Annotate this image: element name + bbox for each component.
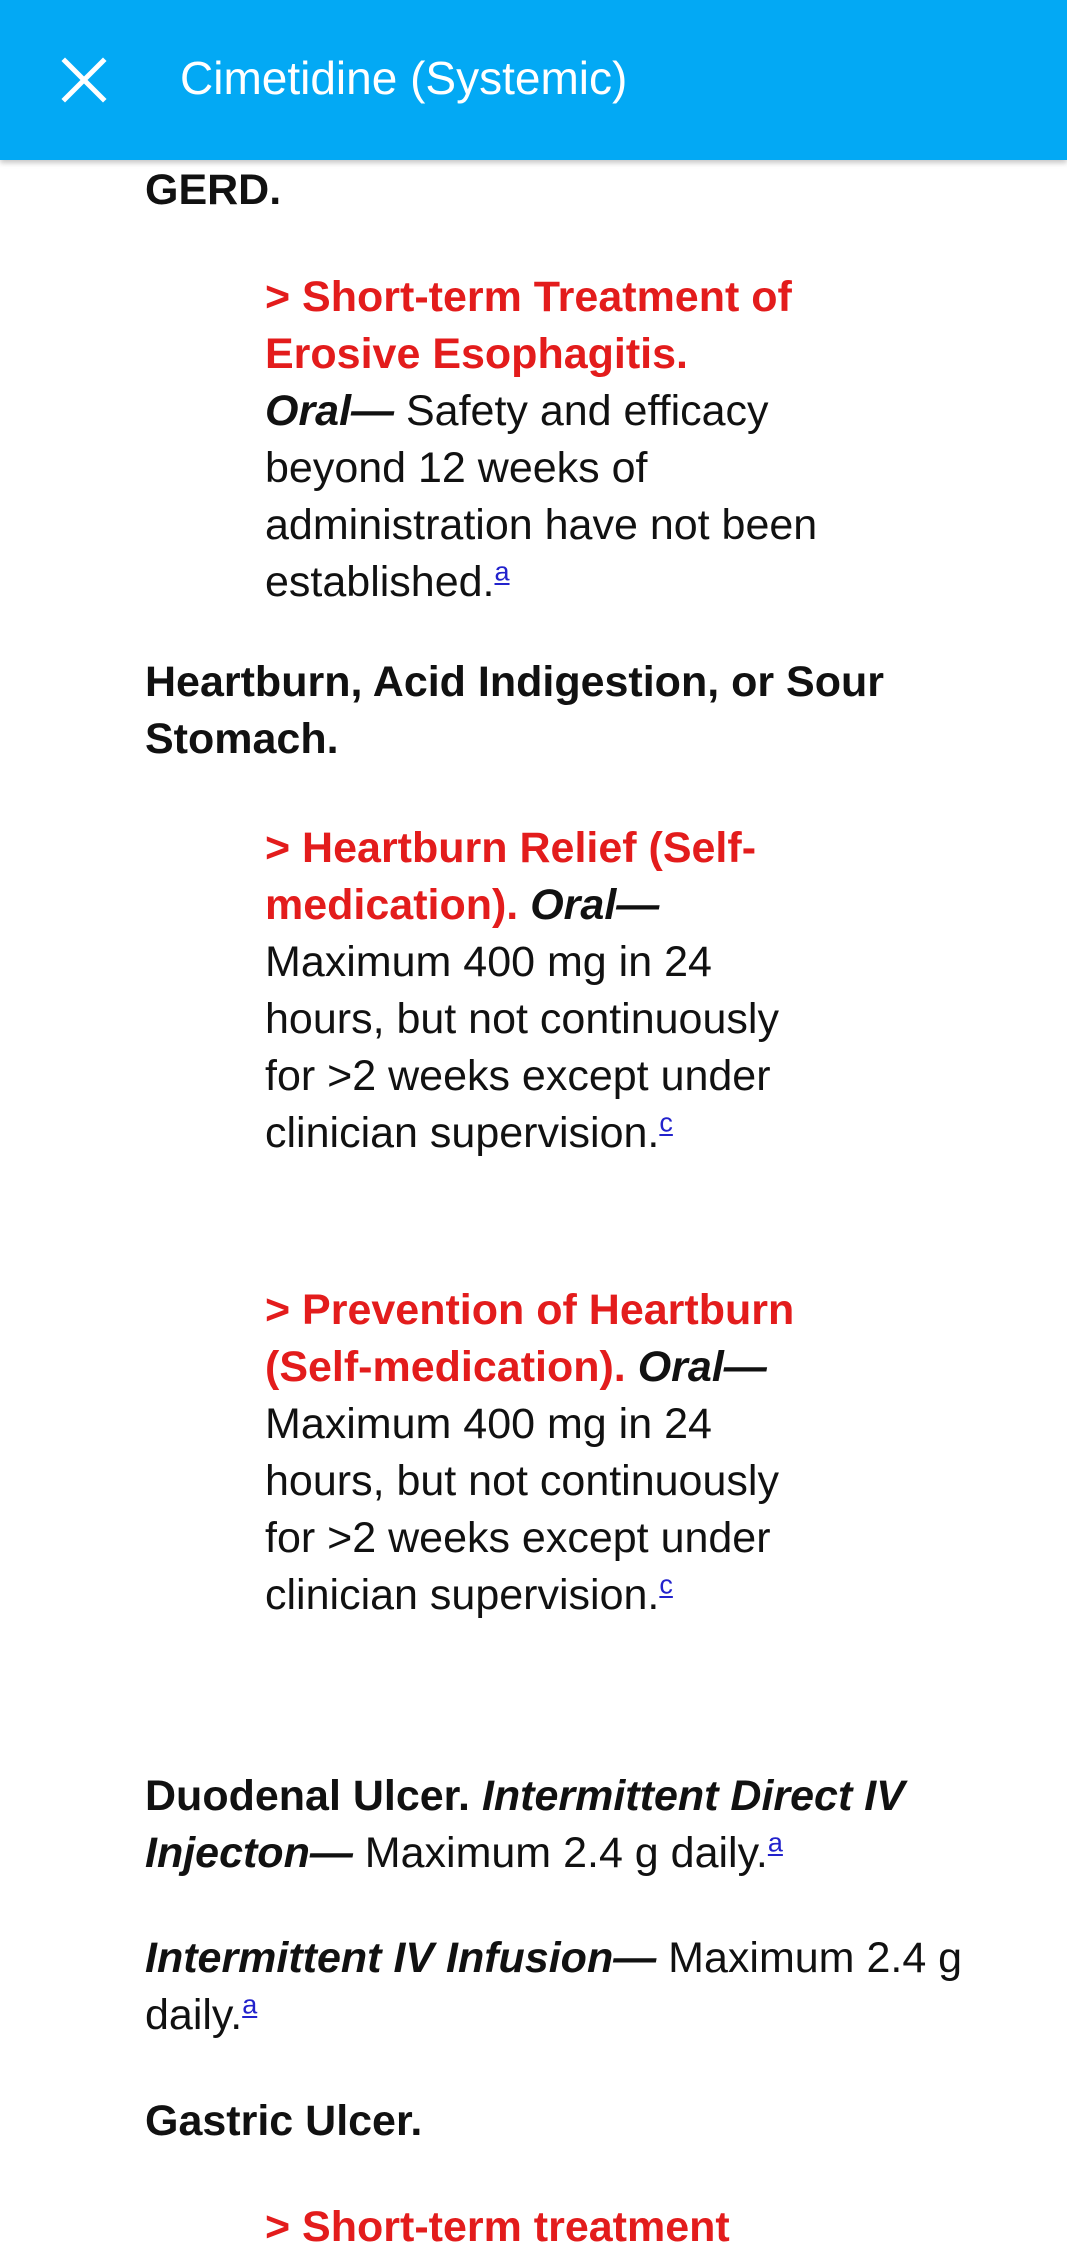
section-heading-heartburn: Heartburn, Acid Indigestion, or Sour Stomach. bbox=[145, 658, 884, 763]
dosage-item-heartburn-relief bbox=[265, 820, 825, 1162]
dosage-text: Safety and efficacy beyond 12 weeks of administration have not been established. bbox=[265, 387, 818, 606]
indication-label: > Prevention of Heartburn (Self-medication). bbox=[265, 1286, 795, 1391]
route-label: Intermittent IV Infusion— bbox=[145, 1934, 657, 1982]
dosage-text: Maximum 400 mg in 24 hours, but not continuously for >2 weeks except under clinician supervision. bbox=[265, 1400, 779, 1619]
route-label: Oral— bbox=[637, 1343, 767, 1391]
dosage-text: Maximum 2.4 g daily. bbox=[145, 1934, 963, 2039]
dosage-item-iv-infusion bbox=[145, 1930, 965, 2044]
dosage-item-erosive-esophagitis bbox=[265, 269, 825, 611]
dosage-item-duodenal-ulcer bbox=[145, 1768, 965, 1882]
section-heading-duodenal: Duodenal Ulcer. bbox=[145, 1772, 470, 1820]
close-button[interactable] bbox=[40, 36, 128, 124]
route-label: Oral— bbox=[265, 387, 395, 435]
indication-label: > Short-term treatment bbox=[265, 2203, 730, 2248]
monograph-content[interactable] bbox=[0, 160, 1067, 2248]
dosage-text: Maximum 400 mg in 24 hours, but not continuously for >2 weeks except under clinician supervision. bbox=[265, 938, 779, 1157]
indication-label: > Short-term Treatment of Erosive Esophagitis. bbox=[265, 273, 792, 378]
reference-link[interactable]: a bbox=[494, 556, 510, 587]
route-label: Intermittent Direct IV Injecton— bbox=[145, 1772, 905, 1877]
section-heading-gerd: GERD. bbox=[145, 166, 282, 214]
app-bar bbox=[0, 0, 1067, 160]
page-title: Cimetidine (Systemic) bbox=[180, 52, 628, 104]
reference-link[interactable]: a bbox=[767, 1827, 783, 1858]
close-icon bbox=[61, 57, 107, 103]
dosage-item-gastric-short-term bbox=[265, 2199, 825, 2248]
reference-link[interactable]: a bbox=[242, 1989, 258, 2020]
reference-link[interactable]: c bbox=[659, 1569, 673, 1600]
route-label: Oral— bbox=[530, 881, 660, 929]
reference-link[interactable]: c bbox=[659, 1107, 673, 1138]
section-heading-gastric: Gastric Ulcer. bbox=[145, 2097, 423, 2145]
indication-label: > Heartburn Relief (Self-medication). bbox=[265, 824, 757, 929]
dosage-text: Maximum 2.4 g daily. bbox=[352, 1829, 768, 1877]
dosage-item-heartburn-prevention bbox=[265, 1282, 825, 1624]
